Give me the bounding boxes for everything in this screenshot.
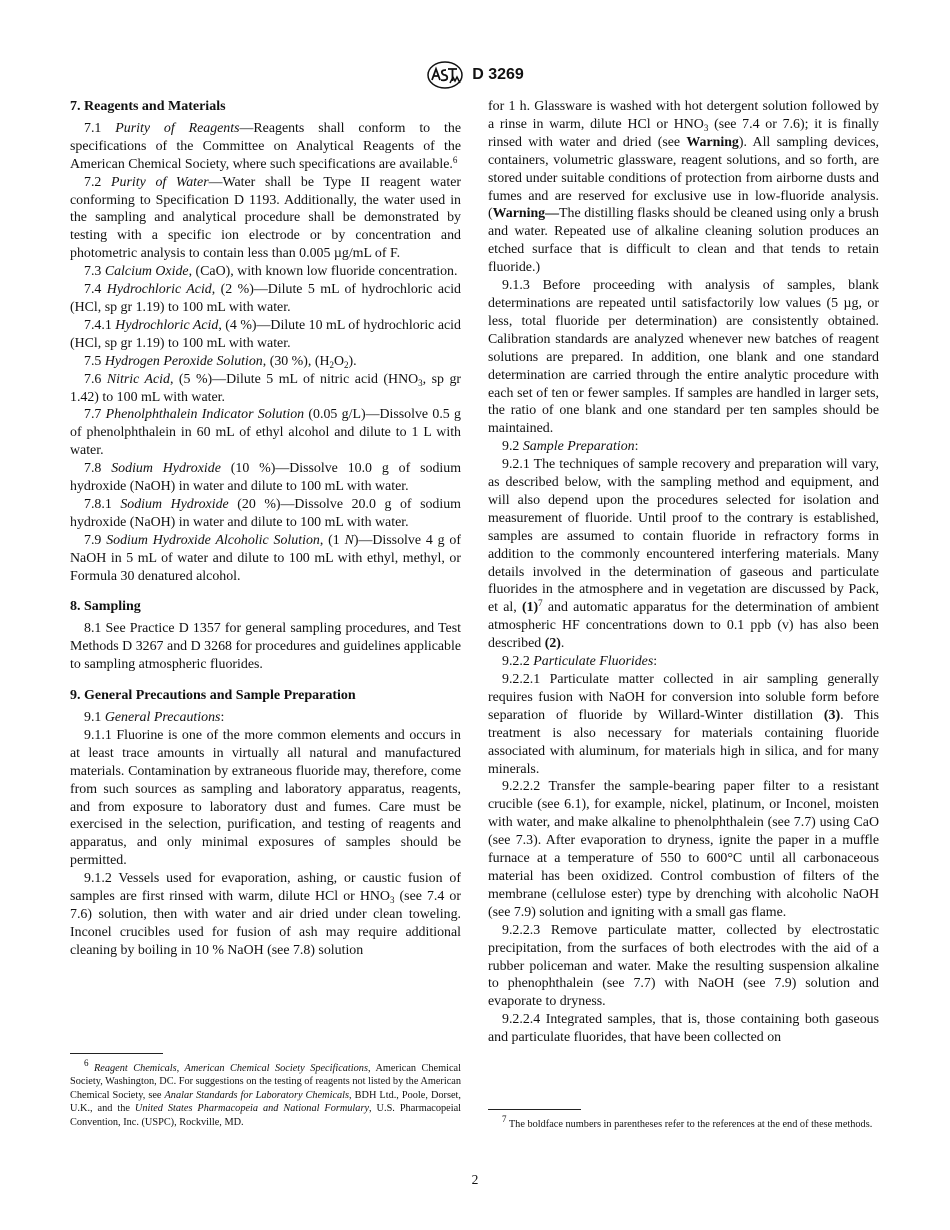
paragraph-9-1-2: 9.1.2 Vessels used for evaporation, ashing, or caustic fusion of samples are first rinsed with warm, dilute HCl or $HNO_3$ (see 7.4 or 7.6) solution, then with water and air dried under clean toweling. Inconel crucibles used for fusion of ash may require additional cleaning by boiling in 10 % NaOH (see 7.8) solution xyxy=(70,871,461,958)
paragraph-9-2-2-2: 9.2.2.2 Transfer the sample-bearing paper filter to a resistant crucible (see 6.1), for example, nickel, platinum, or Inconel, moisten with water, and make alkaline to phenolphthalein (see 7.7) using CaO (see 7.3). After evaporation to dryness, ignite the paper in a muffle furnace at a temperature of 550 to 600°C until all carbonaceous material has been oxidized. Control combustion of filters of the membrane (cellulose ester) type by drenching with alcoholic NaOH (see 7.9) solution and igniting with a small gas flame. xyxy=(488,779,879,920)
paragraph-9-1-2-continued: for 1 h. Glassware is washed with hot detergent solution followed by a rinse in warm, dilute HCl or $HNO_3$ (see 7.4 or 7.6); it is finally rinsed with water and dried (see Warning). All sampling devices, containers, volumetric glassware, reagent solutions, and so forth, are stored under suitable conditions of protection from airborne dusts and fumes and are reserved for exclusive use in low-fluoride analysis. (Warning—The distilling flasks should be cleaned using only a brush and water. Repeated use of alkaline cleaning solution produces an etched surface that is difficult to clean and that tends to retain fluoride.) xyxy=(488,99,879,276)
right-column xyxy=(488,98,879,1047)
paragraph-7-8-1: 7.8.1 Sodium Hydroxide (20 %)—Dissolve 20.0 g of sodium hydroxide (NaOH) in water and dilute to 100 mL with water. xyxy=(70,496,461,530)
paragraph-9-2-2-4: 9.2.2.4 Integrated samples, that is, those containing both gaseous and particulate fluorides, that have been collected on xyxy=(488,1012,879,1046)
footnote-divider-right xyxy=(488,1109,581,1110)
paragraph-9-2-2-3: 9.2.2.3 Remove particulate matter, collected by electrostatic precipitation, from the surfaces of both electrodes with the aid of a rubber policeman and water. Make the resulting suspension alkaline to phenophthalein (see 7.7) with NaOH (see 7.9) solution and evaporate to dryness. xyxy=(488,922,879,1010)
paragraph-7-9: 7.9 Sodium Hydroxide Alcoholic Solution, (1 N)—Dissolve 4 g of NaOH in 5 mL of water and dilute to 100 mL with ethyl, methyl, or Formula 30 denatured alcohol. xyxy=(70,532,461,584)
paragraph-7-5: 7.5 Hydrogen Peroxide Solution, (30 %), $(H_2O_2)$. xyxy=(84,353,357,370)
paragraph-9-2: 9.2 Sample Preparation: xyxy=(502,439,639,455)
paragraph-9-2-1: 9.2.1 The techniques of sample recovery and preparation will vary, as described below, with the sampling method and equipment, and will also depend upon the procedures selected for isolation and measurement of fluoride. Until proof to the contrary is established, samples are assumed to contain fluoride in refractory forms in addition to the commonly encountered interfering materials. Many details involved in the determination of gaseous and particulate fluorides in the atmosphere and in vegetation are discussed by Pack, et al, $(1)^7$ and automatic apparatus for the determination of ambient atmospheric HF concentrations down to 0.1 ppb (v) has also been described (2). xyxy=(488,457,879,652)
paragraph-7-3: 7.3 Calcium Oxide, (CaO), with known low fluoride concentration. xyxy=(84,264,458,280)
paragraph-7-7: 7.7 Phenolphthalein Indicator Solution (0.05 g/L)—Dissolve 0.5 g of phenolphthalein in 60 mL of ethyl alcohol and dilute to 1 L with water. xyxy=(70,407,461,459)
page-header xyxy=(0,60,950,90)
section-9-heading: 9. General Precautions and Sample Preparation xyxy=(70,688,356,704)
footnote-divider-left xyxy=(70,1053,163,1054)
paragraph-9-2-2-1: 9.2.2.1 Particulate matter collected in air sampling generally requires fusion with NaOH for conversion into soluble form before separation of fluoride by Willard-Winter distillation (3). This treatment is also necessary for materials containing fluoride associated with aluminum, for materials high in silica, and for many minerals. xyxy=(488,672,879,777)
footnote-6: $^6$ Reagent Chemicals, American Chemical Society Specifications, American Chemical Society, Washington, DC. For suggestions on the testing of reagents not listed by the American Chemical Society, see Analar Standards for Laboratory Chemicals, BDH Ltd., Poole, Dorset, U.K., and the United States Pharmacopeia and National Formulary, U.S. Pharmacopeial Convention, Inc. (USPC), Rockville, MD. xyxy=(70,1058,462,1128)
page-number: 2 xyxy=(471,1172,479,1187)
astm-logo-icon xyxy=(426,60,464,90)
paragraph-7-8: 7.8 Sodium Hydroxide (10 %)—Dissolve 10.0 g of sodium hydroxide (NaOH) in water and dilute to 100 mL with water. xyxy=(70,461,461,495)
left-column xyxy=(70,98,461,960)
paragraph-7-6: 7.6 Nitric Acid, (5 %)—Dilute 5 mL of nitric acid ($HNO_3$, sp gr 1.42) to 100 mL with water. xyxy=(70,371,462,405)
paragraph-9-1-1: 9.1.1 Fluorine is one of the more common elements and occurs in at least trace amounts in virtually all natural and manufactured materials. Contamination by extraneous fluoride may, therefore, come from such sources as sampling and laboratory apparatus, reagents, and from exposure to laboratory dust and fumes. Care must be exercised in the selection, purification, and testing of reagents and apparatus, and only minimal exposures of samples should be permitted. xyxy=(70,727,461,869)
paragraph-9-2-2: 9.2.2 Particulate Fluorides: xyxy=(502,654,658,670)
section-8-heading: 8. Sampling xyxy=(70,599,141,615)
section-7-heading: 7. Reagents and Materials xyxy=(70,99,226,114)
paragraph-9-1-3: 9.1.3 Before proceeding with analysis of samples, blank determinations are repeated until satisfactorily low values (5 µg, or less, total fluoride per determination) are consistently obtained. Calibration standards are analyzed whenever new batches of reagent solutions are prepared. In addition, one blank and one standard determination are carried through the entire analytic procedure with each set of ten or fewer samples. If samples are handled in larger sets, the ratio of one blank and one standard per ten samples should be maintained. xyxy=(488,278,879,437)
paragraph-7-4-1: 7.4.1 Hydrochloric Acid, (4 %)—Dilute 10 mL of hydrochloric acid (HCl, sp gr 1.19) to 100 mL with water. xyxy=(70,317,461,351)
standard-designation: D 3269 xyxy=(472,66,524,83)
paragraph-7-2: 7.2 Purity of Water—Water shall be Type II reagent water conforming to Specification D 1193. Additionally, the water used in the sampling and analytical procedure shall be demonstrated by testing with a specific ion electrode or by concentration and photometric analysis to contain less than 0.005 µg/mL of F. xyxy=(70,174,461,262)
paragraph-7-1: 7.1 Purity of Reagents—Reagents shall conform to the specifications of the Committee on Analytical Reagents of the American Chemical Society, where such specifications are available.$^6$ xyxy=(70,120,461,172)
footnote-7: $^7$ The boldface numbers in parentheses refer to the references at the end of these methods. xyxy=(502,1114,873,1130)
paragraph-7-4: 7.4 Hydrochloric Acid, (2 %)—Dilute 5 mL of hydrochloric acid (HCl, sp gr 1.19) to 100 mL with water. xyxy=(70,282,462,315)
paragraph-8-1: 8.1 See Practice D 1357 for general sampling procedures, and Test Methods D 3267 and D 3268 for procedures and guidelines applicable to sampling atmospheric fluorides. xyxy=(70,621,461,673)
paragraph-9-1: 9.1 General Precautions: xyxy=(84,710,225,725)
